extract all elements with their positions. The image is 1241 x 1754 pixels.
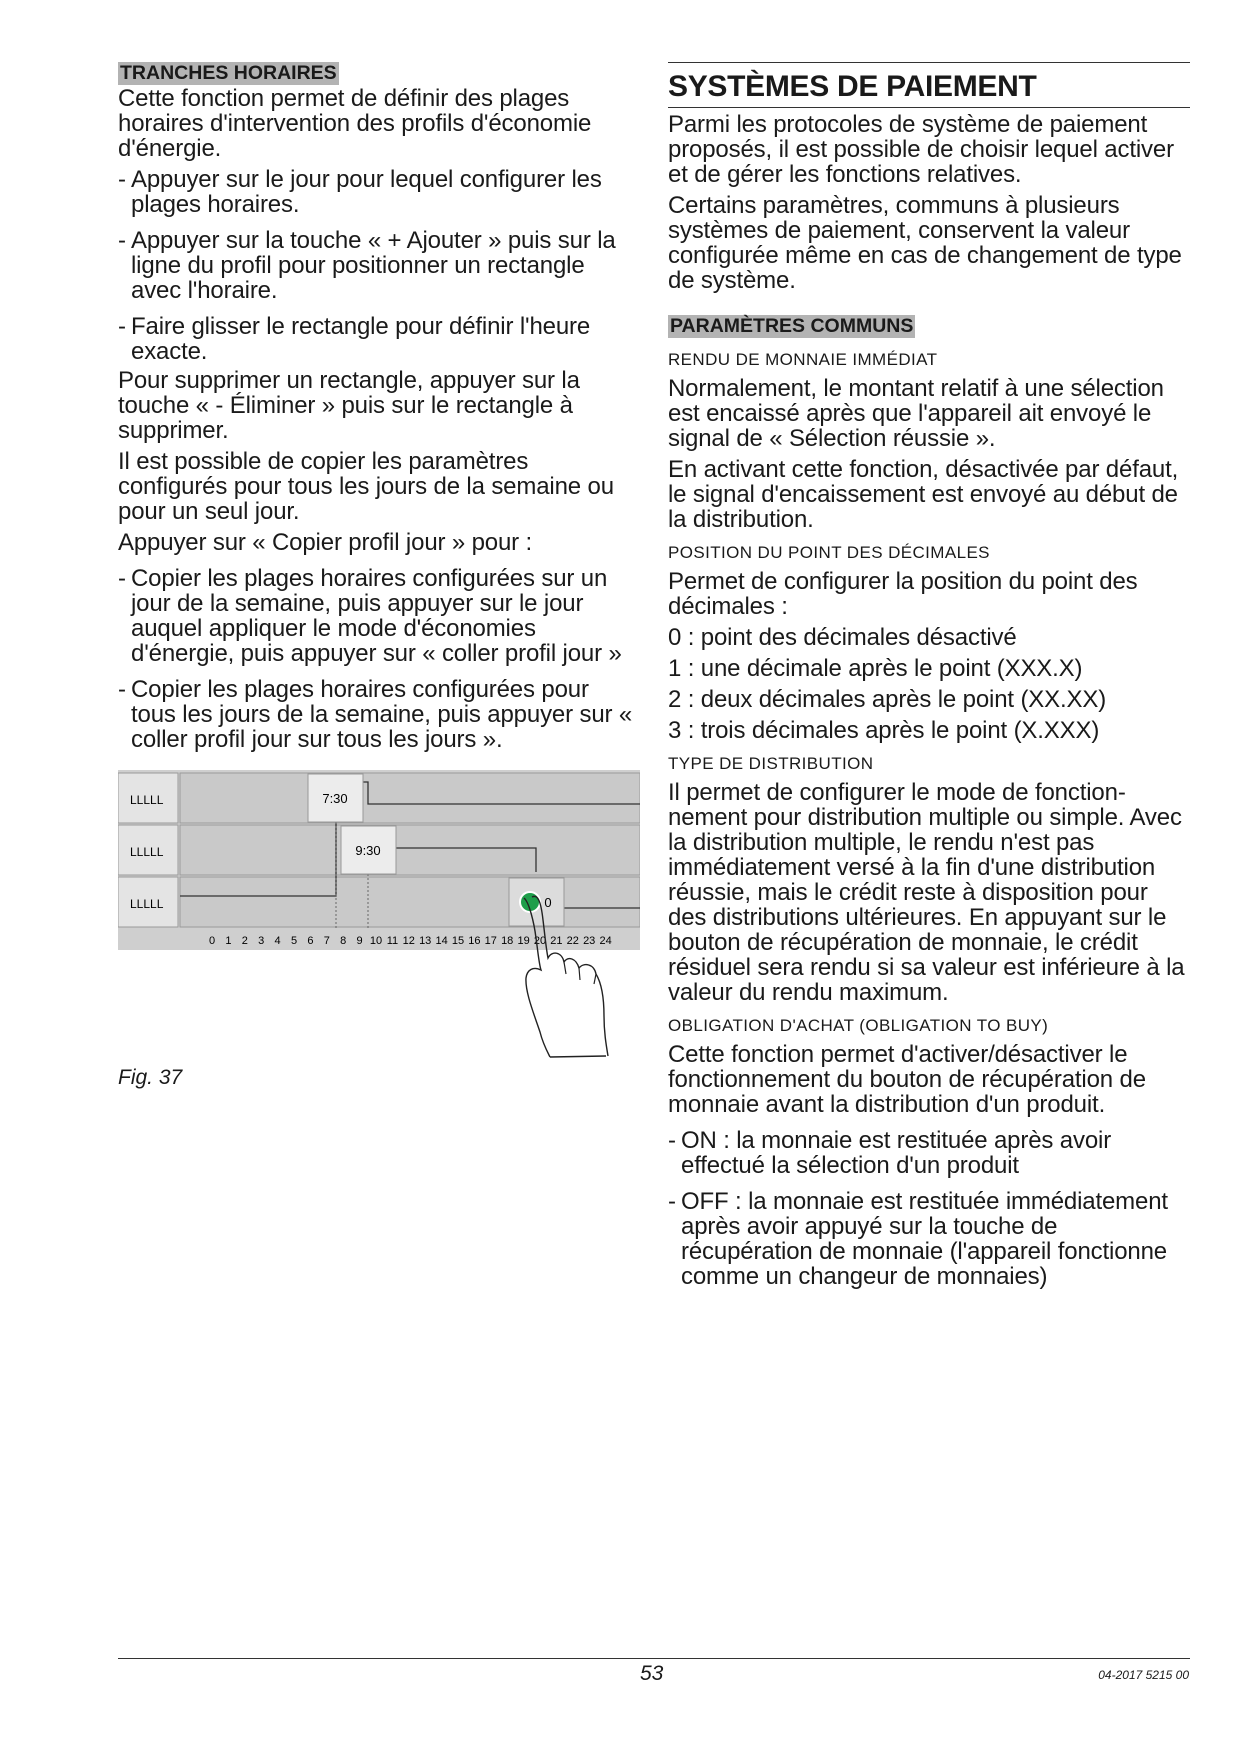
intro-paragraph: Parmi les protocoles de système de paiement proposés, il est possible de choisir lequel activer et de gérer les fonctions relatives. [668,111,1174,188]
hour-tick-label: 10 [369,935,383,947]
copy-step-text: Copier les plages horaires configurées sur un jour de la semaine, puis appuyer sur le jour auquel appliquer le mode d'économies d'énergie, puis appuyer sur « coller profil jour » [131,565,622,667]
row-label: LLLLL [130,845,164,859]
hour-tick-label: 5 [290,935,298,947]
row-label: LLLLL [130,793,164,807]
hour-tick-label: 17 [484,935,497,947]
hour-tick-label: 2 [241,935,248,947]
hour-tick-label: 22 [566,935,579,947]
dash: - [668,1127,676,1154]
dash: - [118,166,126,193]
right-column [668,62,1190,1300]
hour-tick-label: 6 [307,935,314,947]
paragraph: Cette fonction permet d'activer/désactiver le fonctionnement du bouton de récupération de monnaie avant la distribution d'un produit. [668,1041,1146,1118]
hour-tick-label: 19 [517,935,530,947]
paragraph: En activant cette fonction, désactivée par défaut, le signal d'encaissement est envoyé au début de la distribution. [668,456,1179,533]
decimal-option: 2 : deux décimales après le point (XX.XX) [668,686,1107,713]
step-text: Appuyer sur le jour pour lequel configurer les plages horaires. [131,166,602,218]
hour-tick-label: 9 [356,935,363,947]
hour-tick-label: 12 [402,935,415,947]
paragraph: Normalement, le montant relatif à une sélection est encaissé après que l'appareil ait envoyé le signal de « Sélection réussie ». [668,375,1164,452]
hour-tick-label: 3 [258,935,265,947]
dash: - [118,313,126,340]
hour-tick-label: 4 [274,935,281,947]
time-slot-figure [118,770,640,1060]
option-item [668,1189,1190,1289]
intro-paragraph: Cette fonction permet de définir des plages horaires d'intervention des profils d'économie d'énergie. [118,85,592,162]
dash: - [118,227,126,254]
hour-tick-label: 8 [340,935,347,947]
document-code: 04-2017 5215 00 [1098,1668,1189,1682]
section-heading-common: PARAMÈTRES COMMUNS [670,315,914,337]
step-item [118,314,638,364]
time-slot-label: 9:30 [355,843,381,858]
delete-paragraph: Pour supprimer un rectangle, appuyer sur la touche « - Éliminer » puis sur le rectangle à supprimer. [118,367,580,444]
time-slot-label: 7:30 [322,791,348,806]
step-text: Faire glisser le rectangle pour définir l'heure exacte. [131,313,591,365]
dash: - [118,565,126,592]
hour-tick-label: 21 [550,935,563,947]
row-lane [180,825,640,875]
hour-tick-label: 7 [323,935,330,947]
hour-tick-label: 13 [419,935,432,947]
option-item [668,1128,1190,1178]
row-lane [180,877,640,927]
subsection-title: TYPE DE DISTRIBUTION [668,754,874,773]
hour-tick-label: 16 [468,935,481,947]
section-heading-tranches: TRANCHES HORAIRES [120,62,337,84]
copy-step-text: Copier les plages horaires configurées pour tous les jours de la semaine, puis appuyer sur « coller profil jour sur tous les jours ». [131,676,633,753]
step-item [118,167,638,217]
intro-paragraph: Certains paramètres, communs à plusieurs systèmes de paiement, conservent la valeur configurée même en cas de changement de type de système. [668,192,1182,294]
step-item [118,228,638,303]
page-number: 53 [640,1662,664,1685]
copy-paragraph: Il est possible de copier les paramètres configurés pour tous les jours de la semaine ou pour un seul jour. [118,448,614,525]
hour-tick-label: 0 [208,935,216,947]
hour-tick-label: 14 [435,935,448,947]
decimal-option: 1 : une décimale après le point (XXX.X) [668,655,1083,682]
time-slot-illustration [118,770,640,1060]
subsection-title: POSITION DU POINT DES DÉCIMALES [668,543,990,562]
option-text: ON : la monnaie est restituée après avoir effectué la sélection d'un produit [681,1127,1112,1179]
hour-tick-label: 11 [386,935,399,947]
paragraph: Il permet de configurer le mode de fonctionnement pour distribution multiple ou simple. Avec la distribution multiple, le rendu n'est pas immédiatement versé à la fin d'une distribution réussie, mais le crédit reste à disposition pour des distributions ultérieures. En appuyant sur le bouton de récupération de monnaie, le crédit résiduel sera rendu si sa valeur est inférieure à la valeur du rendu maximum. [668,779,1185,1006]
option-text: OFF : la monnaie est restituée immédiatement après avoir appuyé sur la touche de récupération de monnaie (l'appareil fonctionne comme un changeur de monnaies) [681,1188,1168,1290]
left-column [118,62,638,1090]
hour-tick-label: 24 [599,935,612,947]
copy-step-item [118,677,638,752]
row-label: LLLLL [130,897,164,911]
page-title: SYSTÈMES DE PAIEMENT [668,62,1190,108]
decimal-option: 0 : point des décimales désactivé [668,624,1017,651]
decimal-option: 3 : trois décimales après le point (X.XXX) [668,717,1100,744]
hour-tick-label: 1 [225,935,232,947]
dash: - [118,676,126,703]
pointing-hand-icon [564,962,596,984]
hour-tick-label: 18 [501,935,514,947]
hour-tick-label: 15 [451,935,465,947]
copy-step-item [118,566,638,666]
row-lane [180,773,640,823]
time-slot-label: 0 [544,895,552,910]
dash: - [668,1188,676,1215]
paragraph: Permet de configurer la position du point des décimales : [668,568,1138,620]
hour-tick-label: 23 [583,935,596,947]
figure-caption: Fig. 37 [118,1066,183,1089]
footer-rule [118,1658,1190,1659]
hour-tick-label: 20 [533,935,547,947]
subsection-title: OBLIGATION D'ACHAT (OBLIGATION TO BUY) [668,1016,1049,1035]
step-text: Appuyer sur la touche « + Ajouter » puis sur la ligne du profil pour positionner un rectangle avec l'horaire. [131,227,616,304]
press-paragraph: Appuyer sur « Copier profil jour » pour : [118,529,533,556]
subsection-title: RENDU DE MONNAIE IMMÉDIAT [668,350,938,369]
